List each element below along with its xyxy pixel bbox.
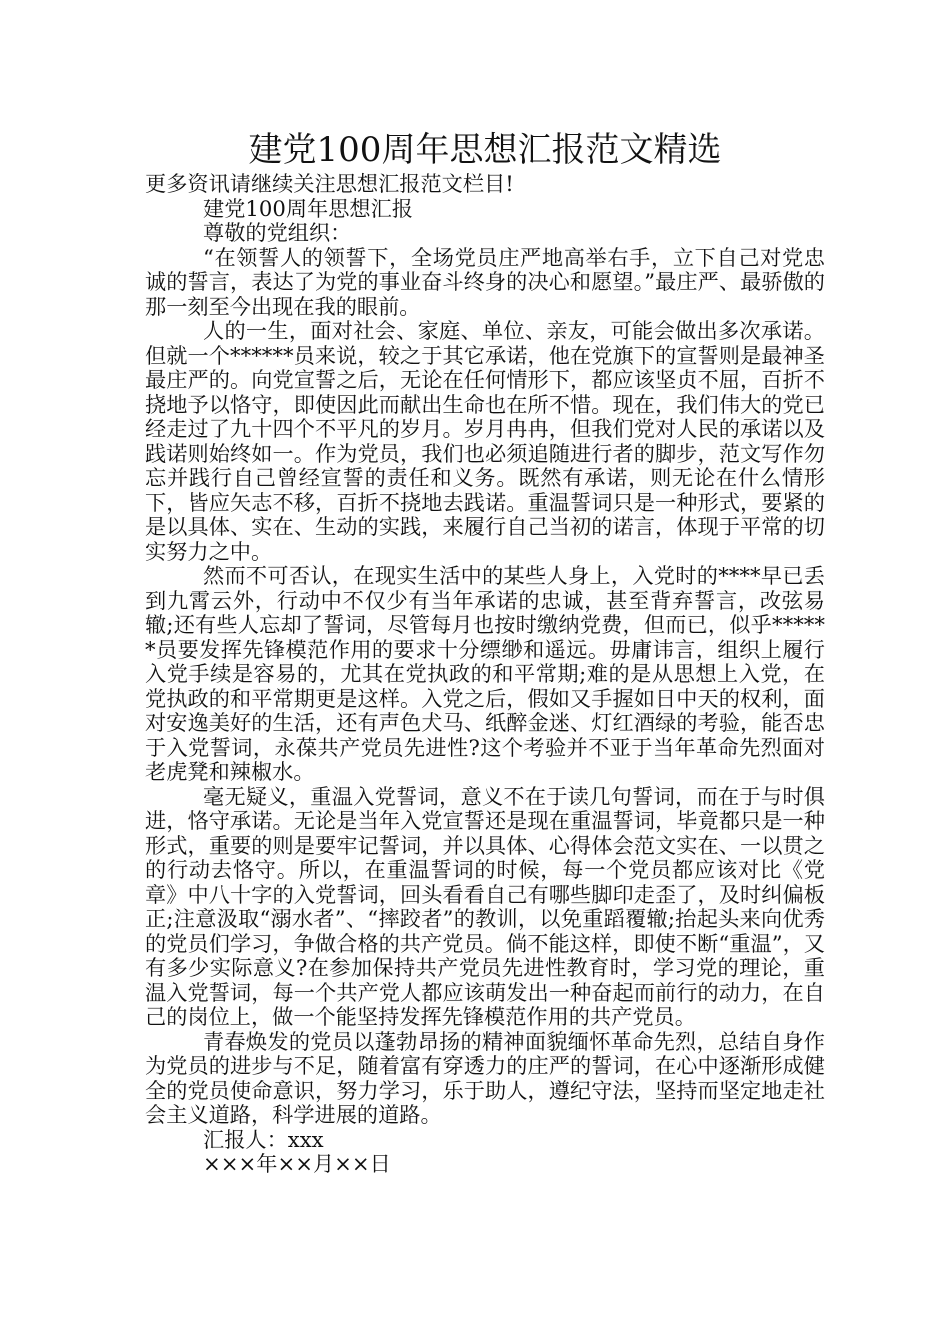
document-page bbox=[145, 128, 825, 1177]
body-paragraph-1: “在领誓人的领誓下，全场党员庄严地高举右手，立下自己对党忠诚的誓言，表达了为党的事业奋斗终身的决心和愿望。”最庄严、最骄傲的那一刻至今出现在我的眼前。 bbox=[145, 244, 825, 319]
body-paragraph-3: 然而不可否认，在现实生活中的某些人身上，入党时的****早已丢到九霄云外，行动中不仅少有当年承诺的忠诚，甚至背弃誓言，改弦易辙;还有些人忘却了誓词，尽管每月也按时缴纳党费，但而已，似乎******员要发挥先锋模范作用的要求十分缥缈和遥远。毋庸讳言，组织上履行入党手续是容易的，尤其在党执政的和平常期;难的是从思想上入党，在党执政的和平常期更是这样。入党之后，假如又手握如日中天的权利，面对安逸美好的生活，还有声色犬马、纸醉金迷、灯红酒绿的考验，能否忠于入党誓词，永葆共产党员先进性?这个考验并不亚于当年革命先烈面对老虎凳和辣椒水。 bbox=[145, 563, 825, 784]
body-paragraph-5: 青春焕发的党员以蓬勃昂扬的精神面貌缅怀革命先烈，总结自身作为党员的进步与不足，随着富有穿透力的庄严的誓词，在心中逐渐形成健全的党员使命意识，努力学习，乐于助人，遵纪守法，坚持而坚定地走社会主义道路，科学进展的道路。 bbox=[145, 1028, 825, 1127]
document-title: 建党100周年思想汇报范文精选 bbox=[248, 130, 722, 170]
report-date: ×××年××月××日 bbox=[203, 1151, 391, 1176]
body-paragraph-2: 人的一生，面对社会、家庭、单位、亲友，可能会做出多次承诺。但就一个******员来说，较之于其它承诺，他在党旗下的宣誓则是最神圣最庄严的。向党宣誓之后，无论在任何情形下，都应该坚贞不屈，百折不挠地予以恪守，即使因此而献出生命也在所不惜。现在，我们伟大的党已经走过了九十四个不平凡的岁月。岁月冉冉，但我们党对人民的承诺以及践诺则始终如一。作为党员，我们也必须追随进行者的脚步，范文写作勿忘并践行自己曾经宣誓的责任和义务。既然有承诺，则无论在什么情形下，皆应矢志不移，百折不挠地去践诺。重温誓词只是一种形式，要紧的是以具体、实在、生动的实践，来履行自己当初的诺言，体现于平常的切实努力之中。 bbox=[145, 318, 825, 564]
intro-line: 更多资讯请继续关注思想汇报范文栏目! bbox=[145, 171, 514, 196]
report-subtitle: 建党100周年思想汇报 bbox=[203, 195, 413, 221]
reporter-signature: 汇报人：xxx bbox=[203, 1126, 324, 1152]
body-paragraph-4: 毫无疑义，重温入党誓词，意义不在于读几句誓词，而在于与时俱进，恪守承诺。无论是当年入党宣誓还是现在重温誓词，毕竟都只是一种形式，重要的则是要牢记誓词，并以具体、心得体会范文实在、一以贯之的行动去恪守。所以，在重温誓词的时候，每一个党员都应该对比《党章》中八十字的入党誓词，回头看看自己有哪些脚印走歪了，及时纠偏板正;注意汲取“溺水者”、“摔跤者”的教训，以免重蹈覆辙;抬起头来向优秀的党员们学习，争做合格的共产党员。倘不能这样，即使不断“重温”，又有多少实际意义?在参加保持共产党员先进性教育时，学习党的理论，重温入党誓词，每一个共产党人都应该萌发出一种奋起而前行的动力，在自己的岗位上，做一个能坚持发挥先锋模范作用的共产党员。 bbox=[145, 783, 825, 1029]
salutation: 尊敬的党组织： bbox=[203, 220, 352, 245]
